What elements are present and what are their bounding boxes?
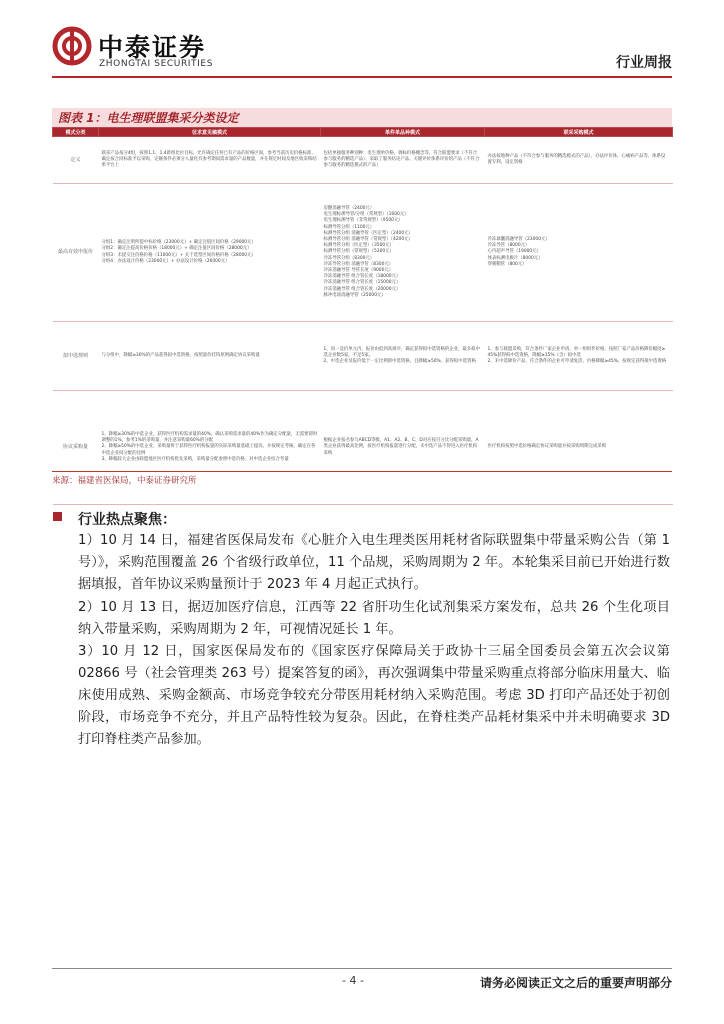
cell-line: 2、降幅≥50%的中选企业，采购量将于获得医疗机构报量的实际采购量基础上提高，并按规定考核，确定在各中选企业间分配的比例 xyxy=(101,444,316,456)
cell-line: 分组4：办法设计价格（23000元）+ 办法设计价格（26000元） xyxy=(101,258,230,264)
paragraph-2: 2）10 月 13 日，据迈加医疗信息，江西等 22 省肝功生化试剂集采方案发布，总共 26 个生化项目纳入带量采购，采购周期为 2 年，可视情况延长 1 年。 xyxy=(78,600,670,637)
row-label: 定义 xyxy=(53,137,99,184)
table-cell xyxy=(99,322,321,391)
procurement-table xyxy=(52,127,673,505)
section-title: 行业热点聚焦： xyxy=(78,512,176,528)
disclaimer-note: 请务必阅读正文之后的重要声明部分 xyxy=(479,976,672,990)
table-cell xyxy=(485,184,673,322)
column-header: 征求意见稿模式 xyxy=(99,128,321,137)
cell-line: 根据企业报名参与ABCD等级，A1、A2、B、C、D对应按百分比分配采购量，A类企业获得最高比例，按医疗机构报量进行分配，未中选产品不得进入医疗机构采购 xyxy=(323,438,479,456)
table-cell xyxy=(485,137,673,184)
table-cell xyxy=(321,322,485,391)
cell-line: 冷冻球囊消融导管（23000元） xyxy=(487,236,550,242)
cell-line: 标测导管分组 消融导管（常规型）（4200元） xyxy=(323,236,413,242)
cell-line: 冷冻导管分组（8300元） xyxy=(323,255,375,261)
cell-line: 标测导管分组 消融导管（医定型）（2400元） xyxy=(323,230,413,236)
table-cell xyxy=(321,391,485,505)
cell-line: 冷冻消融导管 组合管长度（15000元） xyxy=(323,280,401,286)
table-row xyxy=(53,184,673,322)
table-cell xyxy=(99,184,321,322)
cell-line: 房颤消融导管（2400元） xyxy=(323,205,375,211)
cell-line: 2、中选企业及报价低于一定比例即中选资格，且降幅≥50%，获得拟中选资格 xyxy=(323,359,476,365)
figure-title: 图表 1：电生理联盟集采分类设定 xyxy=(58,111,239,125)
cell-line: 包括单独服务种别种：电生理单价格、调标价格概念等、符合联盟要求（不符合参与服务的精选产品）、采取了服务结论产品、关键评价体系评价的产品（不符合参与服务的精选模式的产品） xyxy=(323,150,480,169)
cell-line: 联采产品按分4组，按照1.1、1.4新组比价目标，允许确定任何已有产品的价格区间，参考当前历史价格标准、确定按合同标准予以采购，定额条件必须分入量化有参考期间需求量的产品数量，并在规定时间及地区收采购结果平台上 xyxy=(101,150,317,169)
table-cell xyxy=(485,322,673,391)
row-label: 最高有效申报价 xyxy=(53,184,99,322)
header-divider xyxy=(52,76,672,78)
row-label: 协议采购量 xyxy=(53,391,99,505)
column-header: 单件单品种模式 xyxy=(321,128,485,137)
page-number: - 4 - xyxy=(342,974,364,987)
table-header-row xyxy=(53,128,673,137)
cell-line: 冷冻导管分组 消融导管（8300元） xyxy=(323,261,394,267)
cell-line: 穿刺鞘管（800元） xyxy=(487,261,527,267)
cell-line: 冷冻消融导管 组合管长度（18000元） xyxy=(323,274,401,280)
cell-line: 电生理标测导管/分组（常规型）（1600元） xyxy=(323,212,409,218)
footer-divider xyxy=(52,968,672,969)
cell-line: 2、未中选降价产品，符合条件的企业可申请复活，价格降幅≥45%，按规定获得拟中选资格 xyxy=(487,359,667,365)
cell-line: 分组3：未提交注价格价格（11000元）+ 关于选型区间价格价格（28000元） xyxy=(101,252,256,258)
table-cell xyxy=(99,137,321,184)
cell-line: 医疗机构按照中选价格确定协议采购量并按采购周期完成采购 xyxy=(487,444,607,450)
cell-line: 冷冻消融导管 导管长度（9000元） xyxy=(323,268,394,273)
cell-line: 冷冻导管（8000元） xyxy=(487,243,530,249)
cell-line: 分组1：确定注明所提中标价格（23000元）+ 确定注值区间价格（29000元） xyxy=(101,240,256,246)
table-cell xyxy=(321,137,485,184)
cell-line: 心内超声导管（19000元） xyxy=(487,249,541,255)
cell-line: 1、同一竞价单元内，报价由低到高排序，确定获得拟中选资格的企业，最多拟中选企业数5家，不足5家。 xyxy=(323,346,480,358)
figure-source: 来源：福建省医保局，中泰证券研究所 xyxy=(52,476,197,486)
logo-chinese-name: 中泰证券 xyxy=(98,33,207,62)
cell-line: 办法按地种产品（不符合参与服务的精选模式的产品）、办法评价体、心痛病产品等、体系设置专利、设定资格 xyxy=(487,153,666,165)
cell-line: 脉冲电场消融导管（25000元） xyxy=(323,292,386,298)
company-logo-icon xyxy=(52,26,92,66)
cell-line: 标测导管分组（常规型）（5300元） xyxy=(323,249,394,255)
table-cell xyxy=(485,391,673,505)
table-cell xyxy=(99,391,321,505)
paragraph-1: 1）10 月 14 日，福建省医保局发布《心脏介入电生理类医用耗材省际联盟集中带量采购公告（第 1 号）》，采购范围覆盖 26 个省级行政单位，11 个品规，采购周期为 2 年。本轮集采目前已开始进行数据填报，首年协议采购量预计于 2023 年 4 月起正式执行。 xyxy=(78,533,670,592)
paragraph-3: 3）10 月 12 日，国家医保局发布的《国家医疗保障局关于政协十三届全国委员会第五次会议第 02866 号（社会管理类 263 号）提案答复的函》，再次强调集中带量采购重点将部分临床用量大、临床使用成熟、采购金额高、市场竞争较充分带医用耗材纳入采购范围。考虑 3D 打印产品还处于初创阶段，市场竞争不充分，并且产品特性较为复杂。因此，在脊柱类产品耗材集采中并未明确要求 3D 打印脊柱类产品参加。 xyxy=(78,644,670,747)
document-type: 行业周报 xyxy=(616,55,672,71)
cell-line: 体表标测电极片（8000元） xyxy=(487,255,543,261)
source-divider xyxy=(52,471,672,472)
bullet-square-icon xyxy=(53,512,62,521)
cell-line: 分组2：确定注提高价格价格（18000元）+ 确定注值区间价格（28000元） xyxy=(101,246,252,252)
table-row xyxy=(53,391,673,505)
column-header: 联采采购模式 xyxy=(485,128,673,137)
table-row xyxy=(53,137,673,184)
cell-line: 1、参与联盟采购，符合条件厂家企业申请、单一组组件价格，按照厂家产品价格降价幅度≥ 45%获得拟中选资格，降幅≥15%（含）拟中选 xyxy=(487,346,666,358)
cell-line: 冷冻消融导管 组合管长度（20000元） xyxy=(323,286,401,292)
cell-line: 3、降幅较大企业由联盟地区医疗机构优先采购，采购量分配参照中选价格，对中选企业综合考量 xyxy=(101,456,289,462)
cell-line: 1、降幅≥30%的中选企业，获得医疗机构需求量的40%，确认采购需求量的40%作为确定分配量，无需要即时调整的1%，参考1%的采购量，并注意采购量60%的分配 xyxy=(101,431,318,444)
row-label: 拟中选规则 xyxy=(53,322,99,391)
logo-english-name: ZHONGTAI SECURITIES xyxy=(99,59,214,69)
table-cell xyxy=(321,184,485,322)
cell-line: 电生理标测导管（非常规型）（9500元） xyxy=(323,218,403,224)
cell-line: 标测导管分组（医定型）（3500元） xyxy=(323,243,394,249)
cell-line: 与分组中，降幅≥30%的产品获得拟中选资格，按照量价挂钩原则确定协议采购量 xyxy=(101,352,260,358)
column-header: 模式分类 xyxy=(53,128,99,137)
table-row xyxy=(53,322,673,391)
cell-line: 标测导管分组（1100元） xyxy=(323,224,375,230)
